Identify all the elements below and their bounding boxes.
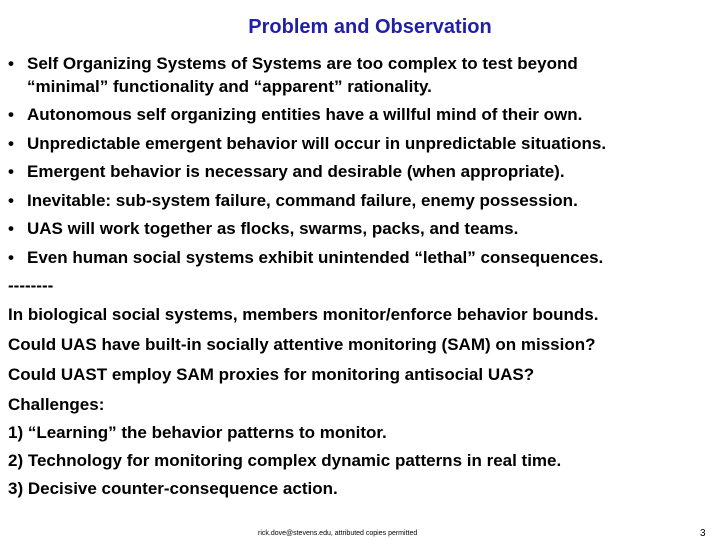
bullet-text: Even human social systems exhibit unintended “lethal” consequences. (27, 247, 604, 267)
bullet-symbol: • (8, 247, 14, 267)
slide-title: Problem and Observation (248, 16, 492, 38)
paragraph-line: 3) Decisive counter-consequence action. (8, 479, 338, 498)
footer-text: rick.dove@stevens.edu, attributed copies permitted (258, 530, 418, 537)
bullet-text: Unpredictable emergent behavior will occur in unpredictable situations. (27, 133, 607, 153)
bullet-item (8, 161, 714, 184)
bullet-symbol: • (8, 219, 14, 238)
bullet-symbol: • (8, 54, 14, 73)
section-divider: -------- (8, 276, 54, 295)
bullet-item (8, 53, 714, 98)
bullet-item (8, 190, 714, 213)
bullet-symbol: • (8, 133, 14, 153)
bullet-item (8, 247, 714, 270)
paragraph-line: 1) “Learning” the behavior patterns to monitor. (8, 423, 387, 442)
bullet-symbol: • (8, 162, 14, 181)
bullet-text: Inevitable: sub-system failure, command failure, enemy possession. (27, 190, 578, 210)
paragraph-line: Challenges: (8, 395, 105, 414)
bullet-item (8, 218, 714, 241)
paragraph-line: 2) Technology for monitoring complex dynamic patterns in real time. (8, 451, 562, 470)
page-number: 3 (700, 528, 706, 539)
bullet-text: UAS will work together as flocks, swarms, packs, and teams. (27, 219, 519, 238)
bullet-item (8, 133, 714, 156)
paragraph-line: Could UAST employ SAM proxies for monitoring antisocial UAS? (8, 365, 535, 384)
paragraph-line: Could UAS have built-in socially attentive monitoring (SAM) on mission? (8, 335, 596, 354)
bullet-text: Self Organizing Systems of Systems are too complex to test beyond “minimal” functionality and “apparent” rationality. (27, 54, 578, 96)
bullet-symbol: • (8, 105, 14, 124)
bullet-list (8, 53, 714, 275)
bullet-text: Emergent behavior is necessary and desirable (when appropriate). (27, 162, 565, 181)
bullet-item (8, 104, 714, 127)
bullet-symbol: • (8, 190, 14, 210)
bullet-text: Autonomous self organizing entities have a willful mind of their own. (27, 105, 583, 124)
paragraph-line: In biological social systems, members monitor/enforce behavior bounds. (8, 305, 599, 324)
